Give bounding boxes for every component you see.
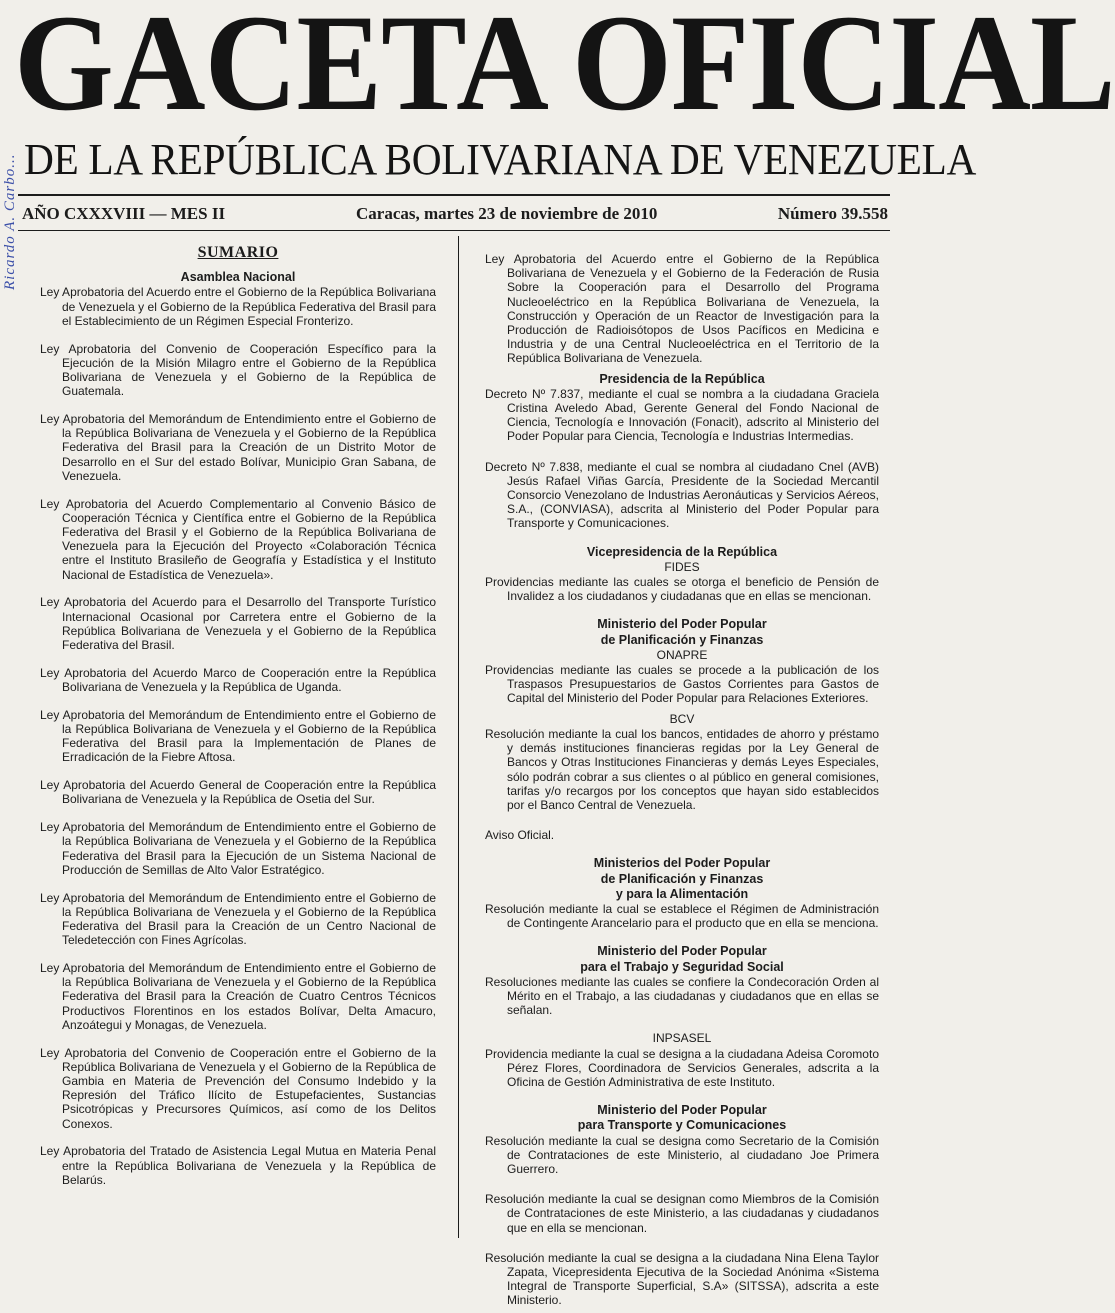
list-item: Providencias mediante las cuales se otorga el beneficio de Pensión de Invalidez a los ciudadanos y ciudadanas que en ellas se mencionan. [485, 575, 879, 604]
section-bcv [485, 712, 879, 843]
section-title: Ministerio del Poder Popular [597, 617, 767, 632]
section-asamblea-nacional: Asamblea Nacional [180, 270, 296, 285]
section-title: Ministerios del Poder Popular [593, 856, 771, 871]
section-subtitle: FIDES [664, 559, 700, 574]
list-item: Resolución mediante la cual los bancos, entidades de ahorro y préstamo y demás instituciones financieras regidas por la Ley General de Bancos y Otras Instituciones Financieras y demás Leyes Especiales, sólo podrán cobrar a sus clientes o al público en general comisiones, tarifas y/o recargos por los conceptos que hayan sido establecidos por el Banco Central de Venezuela. [485, 726, 879, 812]
list-item: Resolución mediante la cual se designa como Secretario de la Comisión de Contrataciones de este Ministerio, al ciudadano Joe Primera Guerrero. [485, 1133, 879, 1176]
section-title: y para la Alimentación [615, 886, 749, 901]
right-column [485, 252, 879, 1313]
list-item: Providencias mediante las cuales se procede a la publicación de los Traspasos Presupuestarios de Gastos Corrientes para Gastos de Capital del Ministerio del Poder Popular para Relaciones Exteriores. [485, 663, 879, 706]
section-presidencia [485, 372, 879, 531]
list-item: Resolución mediante la cual se designa a la ciudadana Nina Elena Taylor Zapata, Vicepresidenta Ejecutiva de la Sociedad Anónima «Sistema Integral de Transporte Superficial, S.A» (SITSSA), adscrita a este Ministerio. [485, 1250, 879, 1308]
list-item: Ley Aprobatoria del Acuerdo General de Cooperación entre la República Bolivariana de Venezuela y la República de Osetia del Sur. [40, 778, 436, 807]
section-planificacion [485, 617, 879, 705]
list-item: Providencia mediante la cual se designa a la ciudadana Adeisa Coromoto Pérez Flores, Coordinadora de Servicios Generales, adscrita a la Oficina de Gestión Administrativa de este Instituto. [485, 1046, 879, 1089]
section-title: Ministerio del Poder Popular [597, 1103, 767, 1118]
list-item: Resoluciones mediante las cuales se confiere la Condecoración Orden al Mérito en el Trabajo, a las ciudadanas y ciudadanos que en ellas se señalan. [485, 974, 879, 1018]
list-item: Ley Aprobatoria del Memorándum de Entendimiento entre el Gobierno de la República Bolivariana de Venezuela y el Gobierno de la República Federativa del Brasil para la Creación de un Centro Nacional de Teledetección con Fines Agrícolas. [40, 890, 436, 948]
list-item: Decreto Nº 7.837, mediante el cual se nombra a la ciudadana Graciela Cristina Aveledo Abad, Gerente General del Fondo Nacional de Ciencia, Tecnología e Innovación (Fonacit), adscrito al Ministerio del Poder Popular para Ciencia, Tecnología e Industrias Intermedias. [485, 386, 879, 444]
section-title: de Planificación y Finanzas [600, 871, 764, 886]
section-subtitle: INPSASEL [652, 1031, 712, 1046]
list-item: Ley Aprobatoria del Memorándum de Entendimiento entre el Gobierno de la República Bolivariana de Venezuela y el Gobierno de la República Federativa del Brasil para la Creación de un Distrito Motor de Desarrollo en el Sur del estado Bolívar, Municipio Gran Sabana, de Venezuela. [40, 412, 436, 483]
column-divider [458, 236, 459, 1238]
issue-number: Número 39.558 [777, 204, 888, 223]
section-title: Presidencia de la República [599, 371, 765, 386]
section-title: Vicepresidencia de la República [586, 544, 778, 559]
section-title: de Planificación y Finanzas [600, 632, 764, 647]
list-item: Ley Aprobatoria del Convenio de Cooperación Específico para la Ejecución de la Misión Milagro entre el Gobierno de la República Bolivariana de Venezuela y el Gobierno de la República de Guatemala. [40, 341, 436, 399]
issue-line [22, 204, 888, 226]
list-item: Resolución mediante la cual se designan como Miembros de la Comisión de Contrataciones de este Ministerio, a las ciudadanas y ciudadanos que en ella se mencionan. [485, 1192, 879, 1235]
section-transporte [485, 1103, 879, 1307]
left-column [40, 244, 436, 1201]
list-item: Resolución mediante la cual se establece el Régimen de Administración de Contingente Arancelario para el producto que en ella se menciona. [485, 901, 879, 931]
section-alimentacion [485, 856, 879, 930]
issue-year-month: AÑO CXXXVIII — MES II [22, 204, 226, 223]
section-trabajo [485, 944, 879, 1017]
sumario-heading: SUMARIO [197, 244, 279, 261]
list-item: Decreto Nº 7.838, mediante el cual se nombra al ciudadano Cnel (AVB) Jesús Rafael Viñas García, Presidente de la Sociedad Mercantil Consorcio Venezolano de Industrias Aeronáuticas y Servicios Aéreos, S.A., (CONVIASA), adscrita al Ministerio del Poder Popular para Transporte y Comunicaciones. [485, 459, 879, 531]
section-vicepresidencia [485, 545, 879, 604]
masthead-title: GACETA OFICIAL [14, 0, 1115, 139]
list-item: Ley Aprobatoria del Tratado de Asistencia Legal Mutua en Materia Penal entre la República Bolivariana de Venezuela y la República de Belarús. [40, 1144, 436, 1187]
header-rule-bottom [18, 230, 890, 231]
list-item: Ley Aprobatoria del Memorándum de Entendimiento entre el Gobierno de la República Bolivariana de Venezuela y el Gobierno de la República Federativa del Brasil para la Creación de Cuatro Centros Técnicos Productivos Florentinos en los estados Bolívar, Delta Amacuro, Anzoátegui y Monagas, de Venezuela. [40, 961, 436, 1032]
handwritten-stamp: Ricardo A. Carbo... [2, 153, 18, 290]
list-item: Ley Aprobatoria del Memorándum de Entendimiento entre el Gobierno de la República Bolivariana de Venezuela y el Gobierno de la República Federativa del Brasil para la Ejecución de un Sistema Nacional de Producción de Semillas de Alto Valor Estratégico. [40, 820, 436, 877]
section-subtitle: BCV [669, 711, 695, 726]
list-item: Ley Aprobatoria del Memorándum de Entendimiento entre el Gobierno de la República Bolivariana de Venezuela y el Gobierno de la República Federativa del Brasil para la Implementación de Planes de Erradicación de la Fiebre Aftosa. [40, 707, 436, 765]
list-item: Ley Aprobatoria del Convenio de Cooperación entre el Gobierno de la República Bolivariana de Venezuela y el Gobierno de la República de Gambia en Materia de Prevención del Consumo Indebido y la Represión del Tráfico Ilícito de Estupefacientes, Sustancias Psicotrópicas y Precursores Químicos, así como de los Delitos Conexos. [40, 1045, 436, 1131]
list-item: Ley Aprobatoria del Acuerdo entre el Gobierno de la República Bolivariana de Venezuela y el Gobierno de la República Federativa del Brasil para el Establecimiento de un Régimen Especial Fronterizo. [40, 285, 436, 328]
list-item: Ley Aprobatoria del Acuerdo entre el Gobierno de la República Bolivariana de Venezuela y el Gobierno de la Federación de Rusia Sobre la Cooperación para el Desarrollo del Programa Nucleoeléctrico en la República Bolivariana de Venezuela, la Construcción y Operación de un Reactor de Investigación para la Producción de Radioisótopos de Usos Pacíficos en Medicina e Industria y de una Central Nucleoeléctrica en el Territorio de la República Bolivariana de Venezuela. [485, 252, 879, 366]
section-title: Ministerio del Poder Popular [597, 944, 767, 959]
section-title: para Transporte y Comunicaciones [577, 1118, 787, 1133]
list-item: Ley Aprobatoria del Acuerdo para el Desarrollo del Transporte Turístico Internacional Ocasional por Carretera entre el Gobierno de la República Bolivariana de Venezuela y el Gobierno de la República Federativa del Brasil. [40, 595, 436, 653]
header-rule-top [18, 194, 890, 196]
section-inpsasel [485, 1031, 879, 1089]
issue-place-date: Caracas, martes 23 de noviembre de 2010 [356, 204, 658, 223]
list-item: Aviso Oficial. [485, 828, 555, 843]
section-title: para el Trabajo y Seguridad Social [580, 959, 784, 974]
list-item: Ley Aprobatoria del Acuerdo Complementario al Convenio Básico de Cooperación Técnica y Científica entre el Gobierno de la República Federativa del Brasil y el Gobierno de la República Bolivariana de Venezuela para la Ejecución del Proyecto «Colaboración Técnica entre el Instituto Brasileño de Geografía y Estadística y el Instituto Nacional de Estadística de Venezuela». [40, 496, 436, 582]
list-item: Ley Aprobatoria del Acuerdo Marco de Cooperación entre la República Bolivariana de Venezuela y la República de Uganda. [40, 665, 436, 695]
section-subtitle: ONAPRE [656, 647, 708, 662]
masthead-subtitle: DE LA REPÚBLICA BOLIVARIANA DE VENEZUELA [24, 135, 976, 184]
